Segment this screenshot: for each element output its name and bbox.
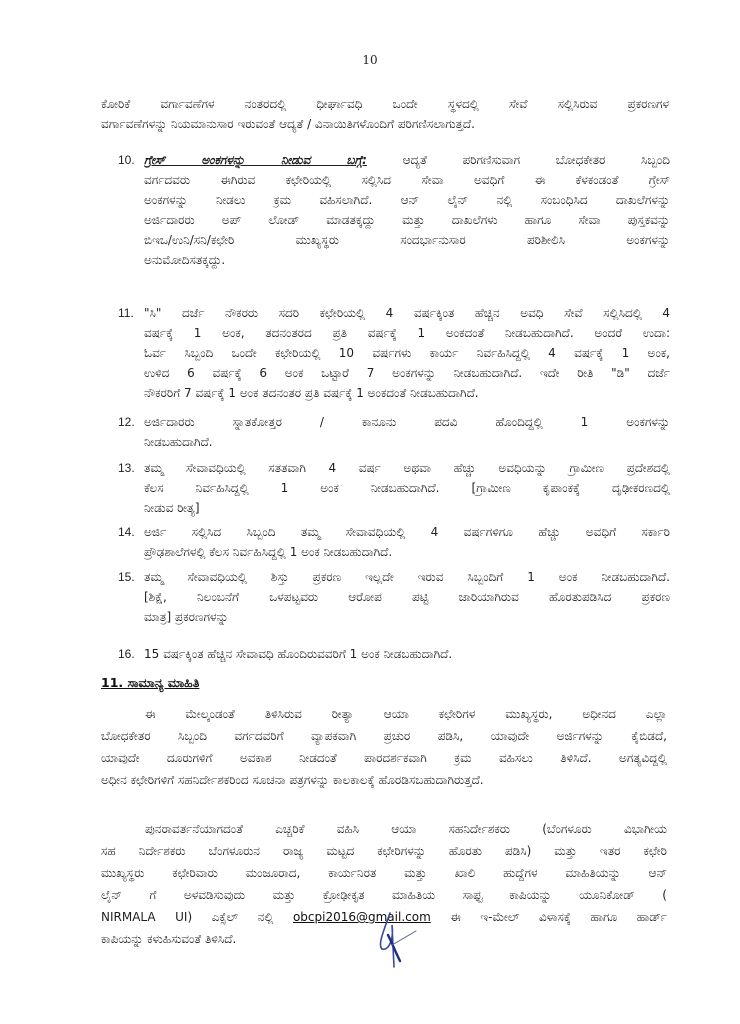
intro-paragraph bbox=[101, 94, 669, 134]
item-line: ತಮ್ಮ ಸೇವಾವಧಿಯಲ್ಲಿ ಶಿಸ್ತು ಪ್ರಕರಣ ಇಲ್ಲದೇ ಇರುವ ಸಿಬ್ಬಂದಿಗೆ 1 ಅಂಕ ನೀಡಬಹುದಾಗಿದೆ. bbox=[144, 570, 670, 584]
item-number: 11. bbox=[118, 306, 134, 320]
paragraph-line: ಯಾವುದೇ ದೂರುಗಳಿಗೆ ಅವಕಾಶ ನೀಡದಂತೆ ಪಾರದರ್ಶಕವಾಗಿ ಕ್ರಮ ವಹಿಸಲು ತಿಳಿಸಿದೆ. ಅಗತ್ಯವಿದ್ದಲ್ಲಿ bbox=[101, 751, 667, 765]
section-paragraph-1 bbox=[101, 703, 667, 791]
item-line: 15 ವರ್ಷಕ್ಕಿಂತ ಹೆಚ್ಚಿನ ಸೇವಾವಧಿ ಹೊಂದಿರುವವರಿಗೆ 1 ಅಂಕ ನೀಡಬಹುದಾಗಿದೆ. bbox=[144, 647, 453, 661]
list-item-16 bbox=[118, 644, 670, 664]
paragraph-text: NIRMALA UI) ಎಕ್ಸೆಲ್ ನಲ್ಲಿ bbox=[101, 910, 274, 924]
item-body bbox=[144, 150, 670, 270]
item-body bbox=[144, 303, 670, 403]
item-line: ನೀಡುವ ರೀತ್ಯ] bbox=[144, 501, 200, 515]
item-body bbox=[144, 458, 670, 518]
email-link[interactable]: obcpi2016@gmail.com bbox=[292, 910, 431, 924]
item-line: "ಸಿ" ದರ್ಜೆ ನೌಕರರು ಸದರಿ ಕಛೇರಿಯಲ್ಲಿ 4 ವರ್ಷಕ್ಕಿಂತ ಹೆಚ್ಚಿನ ಅವಧಿ ಸೇವೆ ಸಲ್ಲಿಸಿದಲ್ಲಿ 4 bbox=[144, 306, 670, 320]
paragraph-line: ಮುಖ್ಯಸ್ಥರು ಕಛೇರಿವಾರು ಮಂಜೂರಾದ, ಕಾರ್ಯನಿರತ ಮತ್ತು ಖಾಲಿ ಹುದ್ದೆಗಳ ಮಾಹಿತಿಯನ್ನು ಆನ್ bbox=[101, 866, 667, 880]
item-line: ಬಿಇಒ/ಉನಿ/ಸನಿ/ಕಛೇರಿ ಮುಖ್ಯಸ್ಥರು ಸಂದರ್ಭಾನುಸಾರ ಪರಿಶೀಲಿಸಿ ಅಂಕಗಳನ್ನು bbox=[144, 233, 670, 247]
paragraph-text: ಈ ಇ-ಮೇಲ್ ವಿಳಾಸಕ್ಕೆ ಹಾಗೂ ಹಾರ್ಡ್ bbox=[450, 910, 667, 924]
item-text: ಆದ್ಯತೆ ಪರಿಗಣಿಸುವಾಗ ಬೋಧಕೇತರ ಸಿಬ್ಬಂದಿ bbox=[402, 153, 670, 167]
signature-stroke bbox=[392, 931, 416, 945]
item-body bbox=[144, 412, 670, 452]
section-heading: 11. ಸಾಮಾನ್ಯ ಮಾಹಿತಿ bbox=[101, 675, 200, 690]
paragraph-line: ಅಧೀನ ಕಛೇರಿಗಳಿಗೆ ಸಹನಿರ್ದೇಶಕರಿಂದ ಸೂಚನಾ ಪತ್ರಗಳನ್ನು ಕಾಲಕಾಲಕ್ಕೆ ಹೊರಡಿಸಬಹುದಾಗಿರುತ್ತದೆ. bbox=[101, 773, 484, 787]
list-item-10 bbox=[118, 150, 670, 270]
page-number: 10 bbox=[362, 53, 378, 67]
item-line: ಅರ್ಜಿದಾರರು ಸ್ನಾತಕೋತ್ತರ / ಕಾನೂನು ಪದವಿ ಹೊಂದಿದ್ದಲ್ಲಿ 1 ಅಂಕಗಳನ್ನು bbox=[144, 415, 670, 429]
item-number: 10. bbox=[118, 153, 135, 167]
item-line: ಮಾತ್ರ] ಪ್ರಕರಣಗಳನ್ನು bbox=[144, 610, 229, 624]
list-item-15 bbox=[118, 567, 670, 627]
item-line bbox=[144, 150, 670, 170]
item-body bbox=[144, 644, 670, 664]
intro-line: ಕೋರಿಕೆ ವರ್ಗಾವಣೆಗಳ ನಂತರದಲ್ಲಿ ಧೀರ್ಘಾವಧಿ ಒಂದೇ ಸ್ಥಳದಲ್ಲಿ ಸೇವೆ ಸಲ್ಲಿಸಿರುವ ಪ್ರಕರಣಗಳ bbox=[101, 97, 669, 111]
paragraph-line: ಸಹ ನಿರ್ದೇಶಕರು ಬೆಂಗಳೂರುನ ರಾಜ್ಯ ಮಟ್ಟದ ಕಛೇರಿಗಳನ್ನು ಹೊರತು ಪಡಿಸಿ) ಮತ್ತು ಇತರ ಕಛೇರಿ bbox=[101, 844, 667, 858]
item-number: 14. bbox=[118, 525, 135, 539]
paragraph-line: ಈ ಮೇಲ್ಕಂಡಂತೆ ತಿಳಿಸಿರುವ ರೀತ್ಯಾ ಆಯಾ ಕಛೇರಿಗಳ ಮುಖ್ಯಸ್ಥರು, ಅಧೀನದ ಎಲ್ಲಾ bbox=[145, 707, 667, 721]
intro-line: ವರ್ಗಾವಣೆಗಳನ್ನು ನಿಯಮಾನುಸಾರ ಇರುವಂತೆ ಆದ್ಯತೆ / ವಿನಾಯಿತಿಗಳೊಂದಿಗೆ ಪರಿಗಣಿಸಲಾಗುತ್ತದೆ. bbox=[101, 117, 475, 131]
item-line: ಅರ್ಜಿ ಸಲ್ಲಿಸಿದ ಸಿಬ್ಬಂದಿ ತಮ್ಮ ಸೇವಾವಧಿಯಲ್ಲಿ 4 ವರ್ಷಗಳಿಗೂ ಹೆಚ್ಚು ಅವಧಿಗೆ ಸರ್ಕಾರಿ bbox=[144, 525, 670, 539]
item-body bbox=[144, 522, 670, 562]
item-body bbox=[144, 567, 670, 627]
paragraph-line: ಪುನರಾವರ್ತನೆಯಾಗದಂತೆ ಎಚ್ಚರಿಕೆ ವಹಿಸಿ ಆಯಾ ಸಹನಿರ್ದೇಶಕರು (ಬೆಂಗಳೂರು ವಿಭಾಗೀಯ bbox=[145, 822, 667, 836]
item-line: ಪ್ರೌಢಶಾಲೆಗಳಲ್ಲಿ ಕೆಲಸ ನಿರ್ವಹಿಸಿದ್ದಲ್ಲಿ 1 ಅಂಕ ನೀಡಬಹುದಾಗಿದೆ. bbox=[144, 545, 393, 559]
signature-image bbox=[370, 905, 430, 975]
item-line: [ಶಿಕ್ಷೆ, ನಿಲಂಬನೆಗೆ ಒಳಪಟ್ಟವರು ಆರೋಪ ಪಟ್ಟಿ ಜಾರಿಯಾಗಿರುವ ಹೊರತುಪಡಿಸಿದ ಪ್ರಕರಣ bbox=[144, 590, 670, 604]
item-heading: ಗ್ರೇಸ್ ಅಂಕಗಳನ್ನು ನೀಡುವ ಬಗ್ಗೆ: bbox=[144, 153, 367, 167]
item-line: ನೌಕರರಿಗೆ 7 ವರ್ಷಕ್ಕೆ 1 ಅಂಕ ತದನಂತರ ಪ್ರತಿ ವರ್ಷಕ್ಕೆ 1 ಅಂಕದಂತೆ ನೀಡಬಹುದಾಗಿದೆ. bbox=[144, 386, 479, 400]
item-line: ಅರ್ಜಿದಾರರು ಅಪ್ ಲೋಡ್ ಮಾಡತಕ್ಕದ್ದು ಮತ್ತು ದಾಖಲೆಗಳು ಹಾಗೂ ಸೇವಾ ಪುಸ್ತಕವನ್ನು bbox=[144, 213, 670, 227]
item-line: ವರ್ಷಕ್ಕೆ 1 ಅಂಕ, ತದನಂತರದ ಪ್ರತಿ ವರ್ಷಕ್ಕೆ 1 ಅಂಕದಂತೆ ನೀಡಬಹುದಾಗಿದೆ. ಅಂದರೆ ಉದಾ: bbox=[144, 326, 670, 340]
item-line: ಕೆಲಸ ನಿರ್ವಹಿಸಿದ್ದಲ್ಲಿ 1 ಅಂಕ ನೀಡಬಹುದಾಗಿದೆ. [ಗ್ರಾಮೀಣ ಕೃಪಾಂಕಕ್ಕೆ ದೃಢೀಕರಣದಲ್ಲಿ bbox=[144, 481, 670, 495]
item-line: ನೀಡಬಹುದಾಗಿದೆ. bbox=[144, 435, 213, 449]
item-line: ವರ್ಗದವರು ಈಗಿರುವ ಕಛೇರಿಯಲ್ಲಿ ಸಲ್ಲಿಸಿದ ಸೇವಾ ಅವಧಿಗೆ ಈ ಕೆಳಕಂಡಂತೆ ಗ್ರೇಸ್ bbox=[144, 173, 670, 187]
item-line: ಉಳಿದ 6 ವರ್ಷಕ್ಕೆ 6 ಅಂಕ ಒಟ್ಟಾರೆ 7 ಅಂಕಗಳನ್ನು ನೀಡಬಹುದಾಗಿದೆ. ಇದೇ ರೀತಿ "ಡಿ" ದರ್ಜೆ bbox=[144, 366, 670, 380]
item-line: ಅಂಕಗಳನ್ನು ನೀಡಲು ಕ್ರಮ ವಹಿಸಲಾಗಿದೆ. ಆನ್ ಲೈನ್ ನಲ್ಲಿ ಸಂಬಂಧಿಸಿದ ದಾಖಲೆಗಳನ್ನು bbox=[144, 193, 670, 207]
item-number: 12. bbox=[118, 415, 135, 429]
item-number: 16. bbox=[118, 647, 135, 661]
signature-stroke bbox=[380, 913, 394, 967]
list-item-11 bbox=[118, 303, 670, 403]
paragraph-line: ಕಾಪಿಯನ್ನು ಕಳುಹಿಸುವಂತೆ ತಿಳಿಸಿದೆ. bbox=[101, 932, 237, 946]
item-line: ಓರ್ವ ಸಿಬ್ಬಂದಿ ಒಂದೇ ಕಛೇರಿಯಲ್ಲಿ 10 ವರ್ಷಗಳು ಕಾರ್ಯ ನಿರ್ವಹಿಸಿದ್ದಲ್ಲಿ 4 ವರ್ಷಕ್ಕೆ 1 ಅಂಕ, bbox=[144, 346, 670, 360]
item-line: ತಮ್ಮ ಸೇವಾವಧಿಯಲ್ಲಿ ಸತತವಾಗಿ 4 ವರ್ಷ ಅಥವಾ ಹೆಚ್ಚು ಅವಧಿಯನ್ನು ಗ್ರಾಮೀಣ ಪ್ರದೇಶದಲ್ಲಿ bbox=[144, 461, 670, 475]
item-number: 13. bbox=[118, 461, 135, 475]
item-number: 15. bbox=[118, 570, 135, 584]
item-line: ಅನುಮೋದಿಸತಕ್ಕದ್ದು. bbox=[144, 253, 226, 267]
list-item-12 bbox=[118, 412, 670, 452]
paragraph-line: ಲೈನ್ ಗೆ ಅಳವಡಿಸುವುದು ಮತ್ತು ಕ್ರೋಢೀಕೃತ ಮಾಹಿತಿಯ ಸಾಫ್ಟ ಕಾಪಿಯನ್ನು ಯೂನಿಕೋಡ್ ( bbox=[101, 888, 667, 902]
list-item-14 bbox=[118, 522, 670, 562]
list-item-13 bbox=[118, 458, 670, 518]
paragraph-line: ಬೋಧಕೇತರ ಸಿಬ್ಬಂದಿ ವರ್ಗದವರಿಗೆ ವ್ಯಾಪಕವಾಗಿ ಪ್ರಚುರ ಪಡಿಸಿ, ಯಾವುದೇ ಅರ್ಜಿಗಳನ್ನು ಕೈಬಿಡದೆ, bbox=[101, 729, 667, 743]
